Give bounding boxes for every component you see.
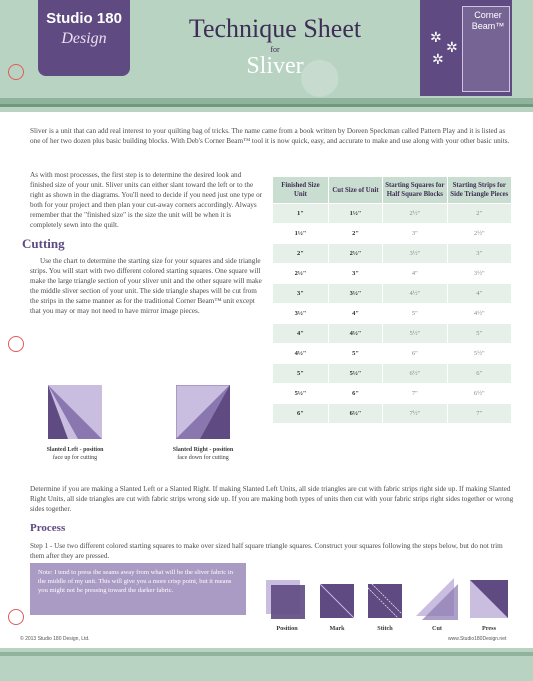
- planning-paragraph: As with most processes, the first step is to determine the desired look and finished size of your unit. Sliver units can either slant toward the left or to the right as shown in the diagrams. You'll need to decide if you need just one type or both for your project and then plan your cut-away corners accordingly. Always remember that the "finished size" is the size the unit will be when it is completely sewn into the quilt.: [30, 171, 263, 229]
- footer-copyright: © 2013 Studio 180 Design, Ltd.: [20, 636, 90, 642]
- table-cell: 4½": [447, 304, 511, 324]
- table-cell: 2": [273, 244, 329, 264]
- table-cell: 6": [273, 404, 329, 424]
- table-cell: 5½": [447, 344, 511, 364]
- table-header: Finished Size Unit: [273, 177, 329, 204]
- table-cell: 5½": [328, 364, 382, 384]
- title-for: for: [270, 45, 280, 54]
- table-cell: 4½": [328, 324, 382, 344]
- table-cell: 5": [383, 304, 447, 324]
- step-caption-stitch: Stitch: [377, 625, 393, 632]
- star-icon: ✲: [446, 41, 458, 56]
- corner-beam-label: Corner Beam™: [471, 10, 505, 31]
- table-cell: 3": [447, 244, 511, 264]
- table-cell: 6½": [383, 364, 447, 384]
- table-cell: 1½": [328, 204, 382, 224]
- step-caption-position: Position: [276, 625, 298, 632]
- slanted-left-caption: Slanted Left - position: [46, 447, 104, 453]
- table-cell: 2½": [383, 204, 447, 224]
- table-cell: 7½": [383, 404, 447, 424]
- table-cell: 5": [273, 364, 329, 384]
- slanted-right-diagram: [176, 385, 230, 439]
- table-cell: 4": [383, 264, 447, 284]
- press-step-diagram: [468, 578, 510, 620]
- logo-design: Design: [61, 30, 107, 47]
- table-row: [273, 324, 512, 344]
- process-heading: Process: [30, 522, 66, 534]
- table-cell: 3½": [273, 304, 329, 324]
- step-caption-cut: Cut: [432, 625, 442, 632]
- slanted-right-caption: Slanted Right - position: [172, 447, 234, 453]
- note-text: Note: I tend to press the seams away from what will be the sliver fabric in the middle of my unit. This will give you a more crisp point, but it means you might not be pressing toward the darker fabric.: [38, 569, 234, 594]
- table-cell: 3½": [383, 244, 447, 264]
- slanted-left-diagram: [48, 385, 102, 439]
- table-header-row: [273, 177, 512, 204]
- table-cell: 5½": [383, 324, 447, 344]
- step1-paragraph: Step 1 - Use two different colored starting squares to make over sized half square triangle squares. Construct your squares following the steps below, but do not trim them after they are pressed.: [30, 542, 503, 560]
- table-cell: 2½": [328, 244, 382, 264]
- table-cell: 6½": [328, 404, 382, 424]
- binder-hole: [8, 64, 24, 80]
- table-cell: 4": [328, 304, 382, 324]
- table-cell: 5½": [273, 384, 329, 404]
- table-cell: 3½": [328, 284, 382, 304]
- table-cell: 4½": [273, 344, 329, 364]
- table-cell: 2½": [447, 224, 511, 244]
- stitch-step-diagram: [366, 582, 404, 620]
- step-caption-mark: Mark: [329, 625, 345, 632]
- table-cell: 1½": [273, 224, 329, 244]
- determine-paragraph: Determine if you are making a Slanted Left or a Slanted Right. If making Slanted Left Units, all side triangles are cut with fabric strips right side up. If making Slanted Right Units, all side triangles are cut with fabric strips wrong side up. If you are making both types of units then cut with your fabric strips right sides together or wrong sides together.: [30, 485, 514, 513]
- table-cell: 3": [383, 224, 447, 244]
- table-row: [273, 404, 512, 424]
- table-cell: 6": [447, 364, 511, 384]
- table-cell: 1": [273, 204, 329, 224]
- table-cell: 5": [447, 324, 511, 344]
- slanted-left-caption-sub: face up for cutting: [52, 455, 98, 461]
- page-subtitle: Sliver: [246, 53, 304, 79]
- intro-paragraph: Sliver is a unit that can add real interest to your quilting bag of tricks. The name came from a book written by Doreen Speckman called Pattern Play and it is listed as one of her two dozen plus basic building blocks. With Deb's Corner Beam™ tool it is now quick, easy, and accurate to make and use along with your other basic units.: [30, 127, 510, 145]
- table-row: [273, 344, 512, 364]
- table-cell: 7": [447, 404, 511, 424]
- size-chart-table: [272, 176, 512, 424]
- cut-step-diagram: [414, 576, 460, 622]
- step-caption-press: Press: [482, 625, 496, 632]
- cutting-paragraph: Use the chart to determine the starting size for your squares and side triangle strips. You will start with two different colored starting squares. One square will make the large triangle section of your sliver unit and the other square will make the middle sliver section of your unit. The side triangle shapes will be cut from the strips in the same manner as for the traditional Corner Beam™ unit except that you may or may not need to have mirror image pieces.: [30, 257, 262, 315]
- table-cell: 4": [447, 284, 511, 304]
- table-row: [273, 204, 512, 224]
- table-row: [273, 284, 512, 304]
- table-header: Cut Size of Unit: [328, 177, 382, 204]
- table-cell: 3": [328, 264, 382, 284]
- table-row: [273, 304, 512, 324]
- binder-hole: [8, 609, 24, 625]
- table-row: [273, 264, 512, 284]
- table-cell: 5": [328, 344, 382, 364]
- position-step-diagram: [266, 580, 308, 620]
- mark-step-diagram: [318, 582, 356, 620]
- star-icon: ✲: [430, 31, 442, 46]
- cutting-heading: Cutting: [22, 236, 65, 251]
- footer-stripe: [0, 652, 533, 656]
- table-header: Starting Squares for Half Square Blocks: [383, 177, 447, 204]
- table-cell: 4": [273, 324, 329, 344]
- table-row: [273, 244, 512, 264]
- table-cell: 7": [383, 384, 447, 404]
- footer-website: www.Studio180Design.net: [448, 636, 507, 642]
- binder-hole: [8, 336, 24, 352]
- table-cell: 3½": [447, 264, 511, 284]
- table-cell: 6": [383, 344, 447, 364]
- table-cell: 6½": [447, 384, 511, 404]
- page-title: Technique Sheet: [188, 14, 362, 43]
- table-cell: 4½": [383, 284, 447, 304]
- slanted-right-caption-sub: face down for cutting: [177, 455, 229, 461]
- table-cell: 6": [328, 384, 382, 404]
- star-icon: ✲: [432, 53, 444, 68]
- table-cell: 2": [447, 204, 511, 224]
- header-stripe-dark: [0, 104, 533, 107]
- table-cell: 2": [328, 224, 382, 244]
- table-row: [273, 224, 512, 244]
- table-row: [273, 364, 512, 384]
- table-cell: 2½": [273, 264, 329, 284]
- table-header: Starting Strips for Side Triangle Pieces: [447, 177, 511, 204]
- logo-studio-180: Studio 180: [46, 10, 122, 27]
- table-cell: 3": [273, 284, 329, 304]
- table-row: [273, 384, 512, 404]
